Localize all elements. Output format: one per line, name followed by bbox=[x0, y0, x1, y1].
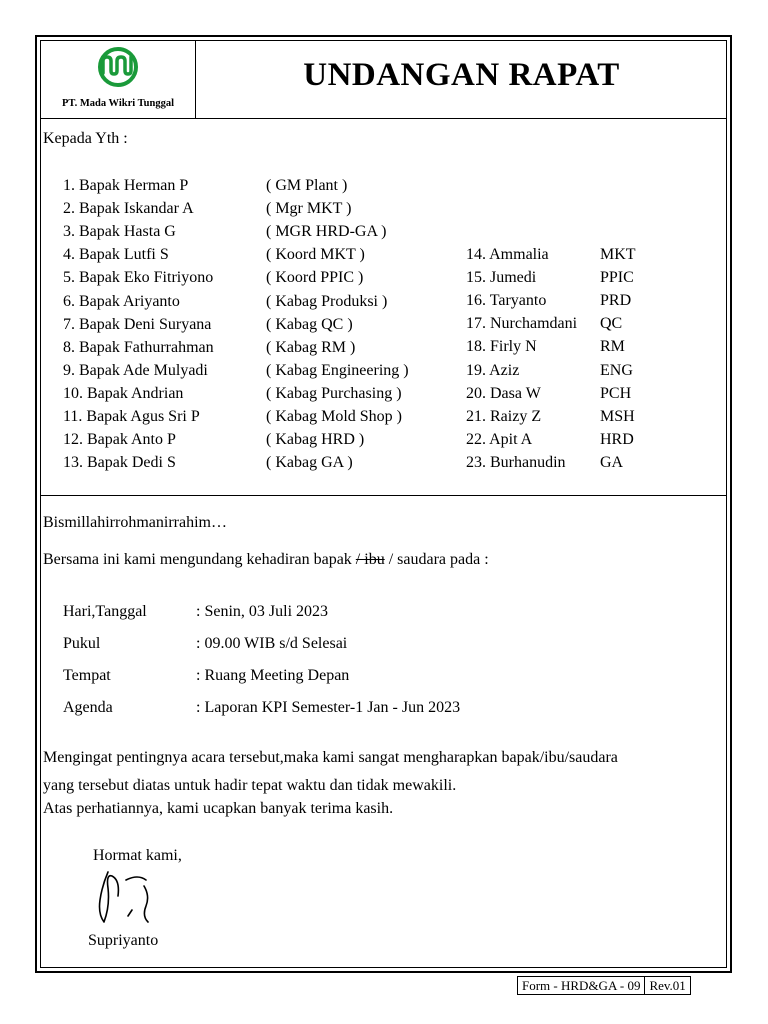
detail-value: : Laporan KPI Semester-1 Jan - Jun 2023 bbox=[196, 699, 461, 716]
recipient-role: ( Mgr MKT ) bbox=[266, 200, 352, 218]
recipient-role: ( Kabag RM ) bbox=[266, 338, 356, 356]
logo-box bbox=[41, 41, 196, 118]
recipient-name: 5. Bapak Eko Fitriyono bbox=[63, 269, 214, 287]
recipient-name: 10. Bapak Andrian bbox=[63, 384, 184, 402]
recipient-dept: PRD bbox=[600, 292, 632, 310]
signature-icon bbox=[88, 866, 168, 930]
body-divider bbox=[41, 495, 726, 496]
intro-before: Bersama ini kami mengundang kehadiran bapak bbox=[43, 551, 356, 568]
recipient-name: 7. Bapak Deni Suryana bbox=[63, 315, 212, 333]
regards-text: Hormat kami, bbox=[93, 847, 182, 864]
recipient-name: 16. Taryanto bbox=[466, 292, 547, 310]
recipient-role: ( Koord PPIC ) bbox=[266, 269, 364, 287]
recipient-name: 18. Firly N bbox=[466, 338, 537, 356]
form-footer bbox=[517, 976, 691, 995]
recipient-name: 17. Nurchamdani bbox=[466, 315, 578, 333]
document-title: UNDANGAN RAPAT bbox=[303, 57, 620, 93]
recipient-role: ( Kabag Produksi ) bbox=[266, 292, 388, 310]
document-frame bbox=[35, 35, 732, 973]
recipient-role: ( GM Plant ) bbox=[266, 177, 348, 194]
recipient-dept: QC bbox=[600, 315, 623, 333]
recipient-name: 14. Ammalia bbox=[466, 246, 549, 263]
recipient-name: 11. Bapak Agus Sri P bbox=[63, 408, 200, 425]
recipient-name: 3. Bapak Hasta G bbox=[63, 223, 176, 241]
recipient-role: ( Kabag HRD ) bbox=[266, 431, 365, 449]
recipient-role: ( Kabag Mold Shop ) bbox=[266, 408, 402, 425]
header-divider bbox=[41, 118, 726, 119]
recipient-name: 15. Jumedi bbox=[466, 269, 537, 287]
form-revision: Rev.01 bbox=[649, 978, 686, 993]
closing-line-1: Mengingat pentingnya acara tersebut,maka kami sangat mengharapkan bapak/ibu/saudara bbox=[43, 749, 618, 766]
recipient-dept: MSH bbox=[600, 407, 635, 425]
opening-line: Bismillahirrohmanirrahim… bbox=[43, 514, 227, 531]
detail-label: Pukul bbox=[63, 635, 101, 652]
recipient-name: 12. Bapak Anto P bbox=[63, 431, 176, 449]
recipient-name: 20. Dasa W bbox=[466, 384, 541, 402]
detail-value: : Ruang Meeting Depan bbox=[196, 667, 350, 684]
recipient-name: 13. Bapak Dedi S bbox=[63, 454, 176, 472]
recipient-name: 21. Raizy Z bbox=[466, 407, 542, 425]
recipient-role: ( Kabag Engineering ) bbox=[266, 361, 409, 379]
recipient-role: ( MGR HRD-GA ) bbox=[266, 223, 387, 241]
recipient-name: 6. Bapak Ariyanto bbox=[63, 292, 180, 310]
detail-label: Tempat bbox=[63, 667, 111, 684]
recipient-dept: HRD bbox=[600, 430, 634, 448]
recipient-name: 2. Bapak Iskandar A bbox=[63, 200, 194, 218]
recipient-role: ( Kabag Purchasing ) bbox=[266, 384, 402, 402]
recipient-dept: PCH bbox=[600, 384, 632, 402]
recipient-name: 4. Bapak Lutfi S bbox=[63, 246, 169, 264]
recipient-name: 22. Apit A bbox=[466, 430, 533, 448]
intro-line bbox=[43, 552, 489, 568]
recipients-label: Kepada Yth : bbox=[43, 130, 128, 147]
recipient-name: 1. Bapak Herman P bbox=[63, 177, 189, 194]
form-code: Form - HRD&GA - 09 bbox=[518, 977, 645, 994]
recipient-name: 8. Bapak Fathurrahman bbox=[63, 338, 214, 356]
signer-name: Supriyanto bbox=[88, 932, 159, 949]
closing-line-3: Atas perhatiannya, kami ucapkan banyak terima kasih. bbox=[43, 800, 394, 817]
recipient-name: 9. Bapak Ade Mulyadi bbox=[63, 361, 208, 379]
recipient-dept: ENG bbox=[600, 361, 633, 379]
recipient-dept: MKT bbox=[600, 246, 636, 263]
recipient-name: 19. Aziz bbox=[466, 361, 520, 379]
company-logo-icon bbox=[93, 47, 143, 87]
intro-after: / saudara pada : bbox=[384, 551, 489, 568]
intro-strike: / ibu bbox=[355, 551, 385, 568]
closing-line-2: yang tersebut diatas untuk hadir tepat waktu dan tidak mewakili. bbox=[43, 777, 457, 794]
detail-label: Agenda bbox=[63, 699, 113, 716]
detail-value: : 09.00 WIB s/d Selesai bbox=[196, 635, 348, 652]
recipient-dept: PPIC bbox=[600, 269, 634, 287]
recipient-role: ( Kabag GA ) bbox=[266, 454, 353, 472]
recipient-role: ( Koord MKT ) bbox=[266, 246, 365, 264]
detail-value: : Senin, 03 Juli 2023 bbox=[196, 603, 329, 620]
recipient-role: ( Kabag QC ) bbox=[266, 315, 353, 333]
recipient-dept: GA bbox=[600, 453, 624, 471]
recipient-name: 23. Burhanudin bbox=[466, 453, 566, 471]
company-name: PT. Mada Wikri Tunggal bbox=[61, 98, 175, 109]
recipient-dept: RM bbox=[600, 338, 625, 356]
detail-label: Hari,Tanggal bbox=[63, 603, 147, 620]
document-inner-frame bbox=[40, 40, 727, 968]
